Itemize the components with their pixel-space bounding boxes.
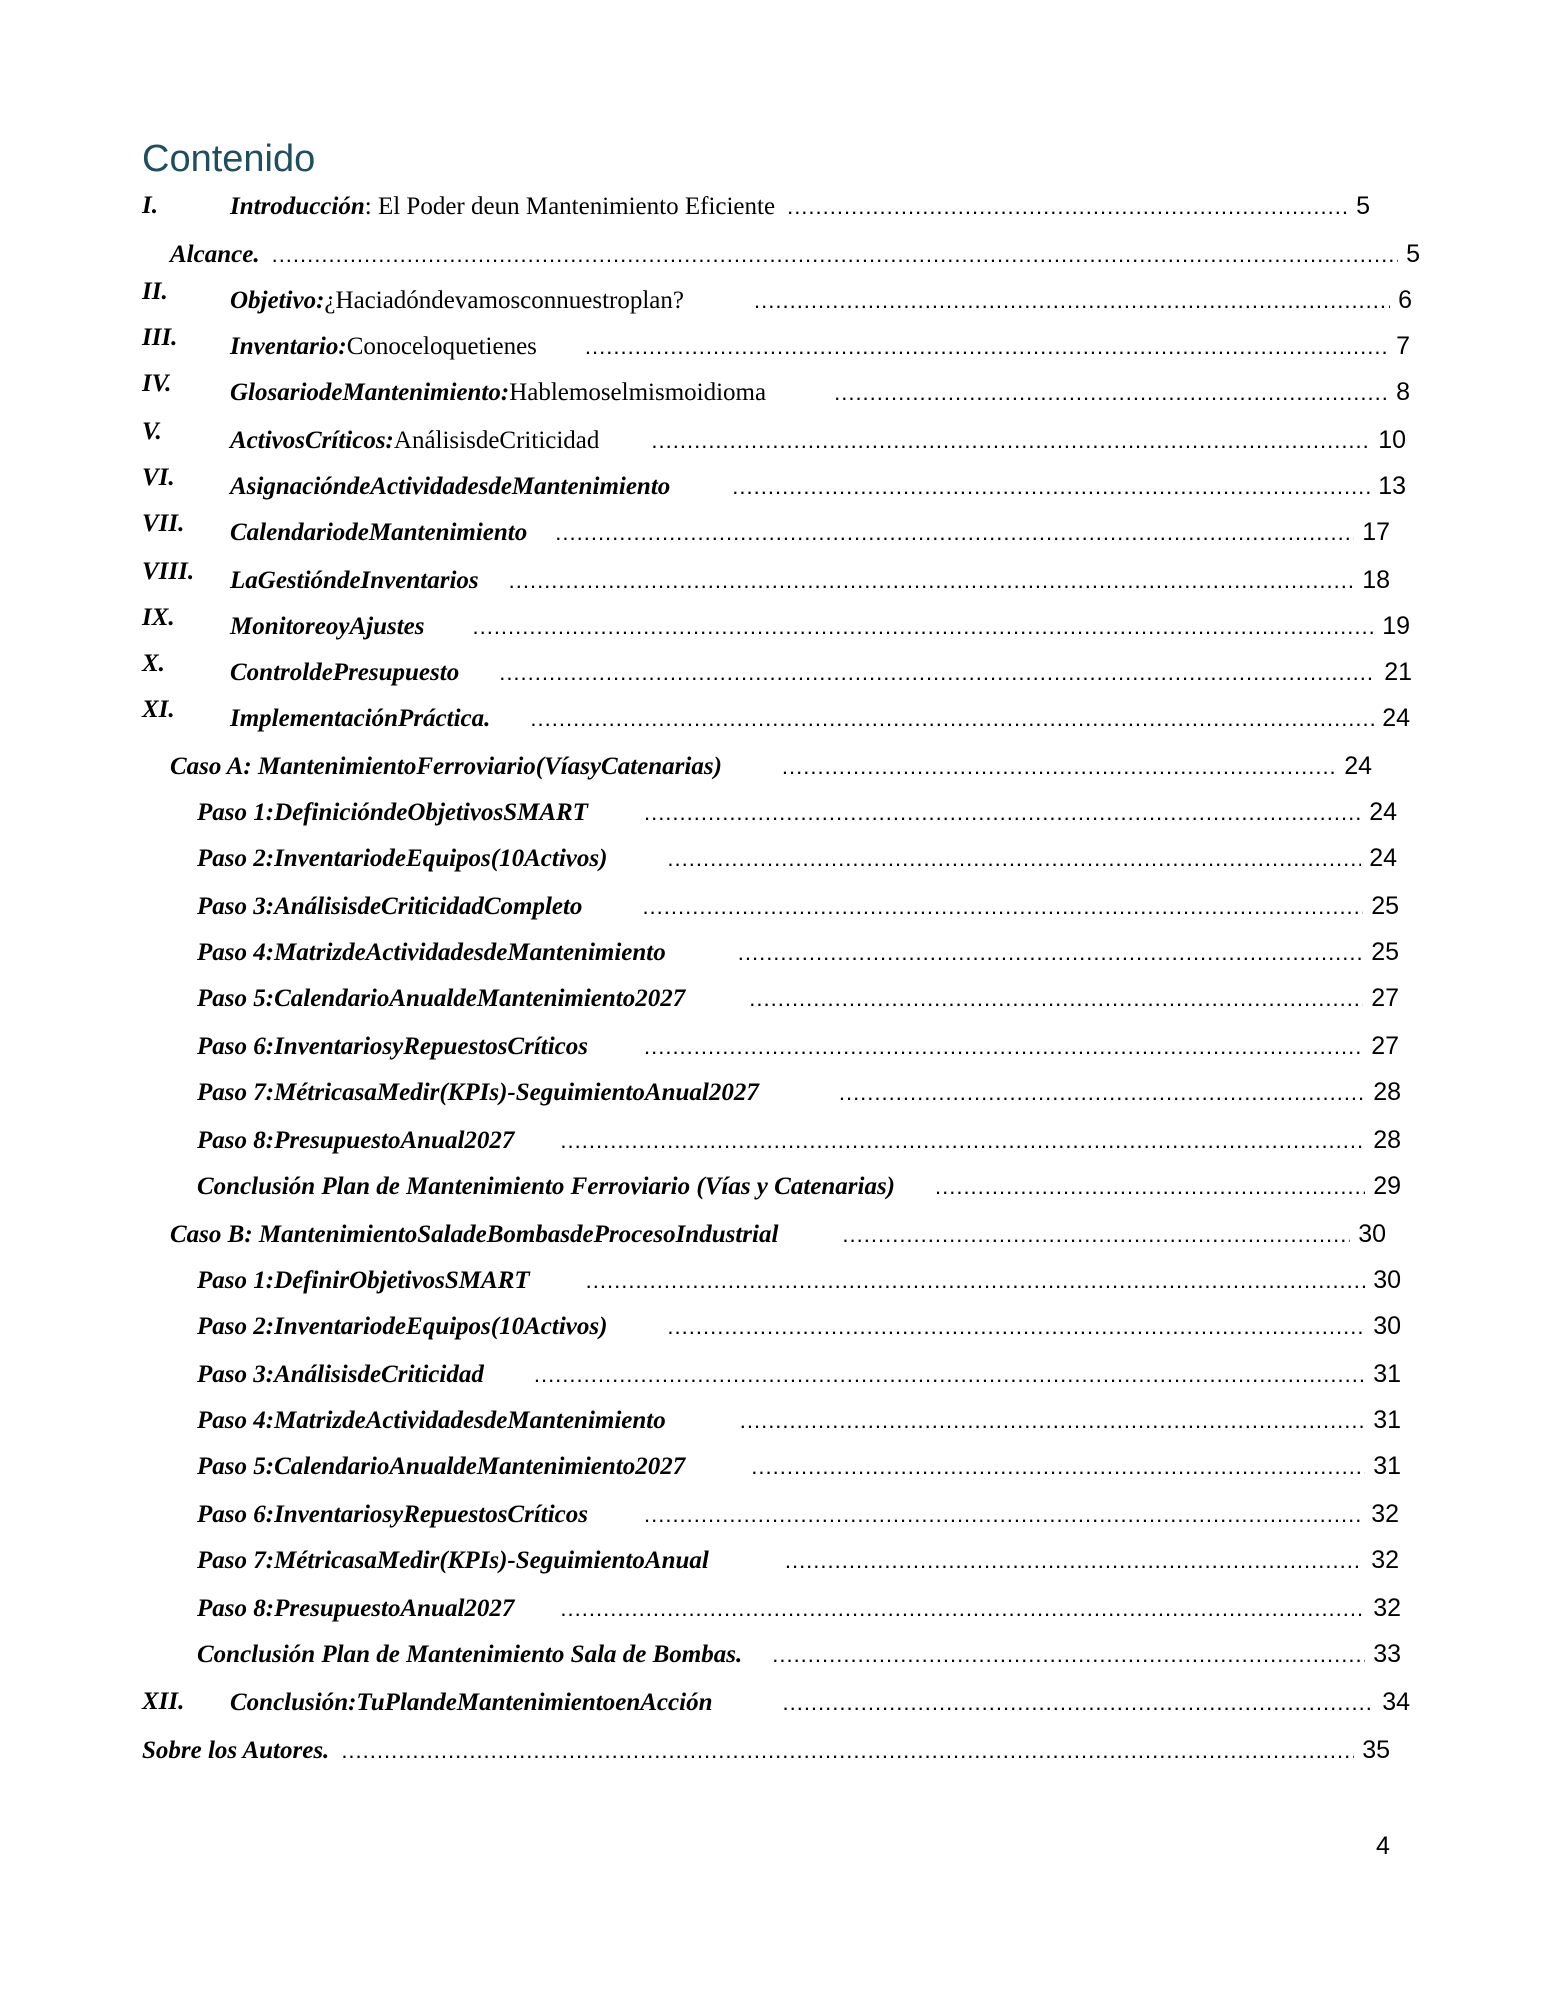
toc-entry[interactable] — [142, 418, 1422, 460]
toc-entry-page: 21 — [1384, 658, 1412, 686]
toc-entry-title: LaGestióndeInventarios — [230, 567, 479, 594]
toc-entry-title: Paso 7:MétricasaMedir(KPIs)-SeguimientoAnual — [197, 1547, 709, 1574]
toc-entry-page: 7 — [1396, 332, 1410, 360]
toc-entry-number: XI. — [142, 696, 175, 723]
toc-leader-dots — [740, 1408, 1365, 1434]
toc-entry-number: XII. — [142, 1688, 185, 1715]
toc-entry[interactable] — [197, 1172, 1417, 1206]
toc-entry[interactable] — [142, 650, 1422, 692]
toc-entry-title: AsignacióndeActividadesdeMantenimiento — [230, 473, 671, 500]
toc-leader-dots — [787, 194, 1348, 220]
toc-entry-title: Alcance. — [170, 241, 260, 268]
toc-leader-dots — [560, 1128, 1365, 1154]
toc-leader-dots — [555, 520, 1354, 546]
toc-entry-number: V. — [142, 418, 162, 445]
toc-leader-dots — [642, 894, 1363, 920]
toc-entry-title: Introducción — [230, 193, 365, 220]
toc-entry-title: ImplementaciónPráctica. — [230, 705, 491, 732]
toc-entry-title: Paso 1:DefinicióndeObjetivosSMART — [197, 799, 588, 826]
toc-entry[interactable] — [197, 844, 1417, 878]
toc-entry-page: 5 — [1356, 192, 1370, 220]
toc-entry-title: Paso 4:MatrizdeActividadesdeMantenimiento — [197, 1407, 666, 1434]
toc-entry-number: X. — [142, 650, 165, 677]
toc-entry-title: Paso 6:InventariosyRepuestosCríticos — [197, 1033, 588, 1060]
toc-entry[interactable] — [197, 1032, 1417, 1066]
toc-entry-page: 28 — [1373, 1078, 1401, 1106]
toc-entry[interactable] — [197, 1126, 1417, 1160]
toc-leader-dots — [341, 1738, 1354, 1764]
toc-entry-page: 32 — [1371, 1500, 1399, 1528]
toc-leader-dots — [472, 614, 1374, 640]
toc-leader-dots — [842, 1222, 1350, 1248]
toc-entry-number: IX. — [142, 604, 175, 631]
toc-entry[interactable] — [197, 1640, 1417, 1674]
toc-leader-dots — [738, 940, 1363, 966]
toc-entry-page: 31 — [1373, 1360, 1401, 1388]
toc-leader-dots — [782, 754, 1336, 780]
toc-entry-title: Paso 2:InventariodeEquipos(10Activos) — [197, 1313, 608, 1340]
toc-entry-title: Objetivo: — [230, 287, 325, 314]
toc-entry[interactable] — [142, 696, 1422, 738]
toc-entry-page: 10 — [1378, 426, 1406, 454]
toc-entry[interactable] — [197, 1500, 1417, 1534]
toc-entry[interactable] — [142, 464, 1422, 506]
toc-entry[interactable] — [197, 798, 1417, 832]
toc-entry-title: Conclusión Plan de Mantenimiento Ferroviario (Vías y Catenarias) — [197, 1173, 895, 1200]
toc-entry[interactable] — [197, 938, 1417, 972]
toc-leader-dots — [586, 1268, 1366, 1294]
toc-leader-dots — [667, 1314, 1365, 1340]
toc-entry-number: IV. — [142, 370, 172, 397]
toc-entry-page: 28 — [1373, 1126, 1401, 1154]
toc-leader-dots — [834, 380, 1388, 406]
toc-entry[interactable] — [170, 752, 1420, 786]
toc-entry-number: VIII. — [142, 558, 195, 585]
toc-entry-title: CalendariodeMantenimiento — [230, 519, 528, 546]
toc-entry-page: 18 — [1362, 566, 1390, 594]
toc-entry[interactable] — [197, 1266, 1417, 1300]
toc-entry-title: MonitoreoyAjustes — [230, 613, 425, 640]
toc-entry-page: 32 — [1373, 1594, 1401, 1622]
toc-entry[interactable] — [142, 192, 1402, 226]
toc-entry[interactable] — [197, 984, 1417, 1018]
toc-entry-subtitle: AnálisisdeCriticidad — [393, 427, 600, 454]
page-title: Contenido — [142, 138, 316, 180]
toc-entry-title: Paso 5:CalendarioAnualdeMantenimiento2027 — [197, 1453, 686, 1480]
toc-entry[interactable] — [197, 1312, 1417, 1346]
toc-leader-dots — [644, 1502, 1363, 1528]
toc-entry-page: 6 — [1398, 286, 1412, 314]
toc-entry-page: 24 — [1344, 752, 1372, 780]
toc-entry-title: ActivosCríticos: — [230, 427, 394, 454]
toc-leader-dots — [839, 1080, 1365, 1106]
toc-entry-page: 13 — [1378, 472, 1406, 500]
toc-entry-page: 29 — [1373, 1172, 1401, 1200]
toc-entry[interactable] — [142, 370, 1422, 412]
toc-leader-dots — [644, 1034, 1363, 1060]
toc-entry[interactable] — [170, 1220, 1420, 1254]
toc-leader-dots — [935, 1174, 1365, 1200]
toc-leader-dots — [499, 660, 1376, 686]
page-number: 4 — [1376, 1832, 1390, 1860]
toc-entry-page: 31 — [1373, 1406, 1401, 1434]
toc-entry-page: 17 — [1362, 518, 1390, 546]
toc-entry[interactable] — [142, 510, 1422, 552]
toc-entry-page: 27 — [1371, 1032, 1399, 1060]
toc-entry-page: 30 — [1373, 1312, 1401, 1340]
toc-entry[interactable] — [197, 1594, 1417, 1628]
toc-entry-page: 25 — [1371, 938, 1399, 966]
toc-entry-page: 30 — [1358, 1220, 1386, 1248]
toc-entry-title: Caso B: MantenimientoSaladeBombasdeProcesoIndustrial — [170, 1221, 779, 1248]
toc-entry-number: II. — [142, 278, 168, 305]
toc-entry-title: Paso 7:MétricasaMedir(KPIs)-SeguimientoAnual2027 — [197, 1079, 759, 1106]
toc-entry-page: 34 — [1382, 1688, 1410, 1716]
toc-leader-dots — [560, 1596, 1365, 1622]
toc-entry-title: Sobre los Autores. — [142, 1737, 330, 1764]
toc-leader-dots — [751, 1454, 1365, 1480]
toc-entry-title: Conclusión Plan de Mantenimiento Sala de Bombas. — [197, 1641, 743, 1668]
toc-leader-dots — [651, 428, 1370, 454]
toc-leader-dots — [585, 334, 1388, 360]
toc-leader-dots — [782, 1690, 1374, 1716]
toc-entry[interactable] — [197, 892, 1417, 926]
toc-entry[interactable] — [197, 1546, 1417, 1580]
toc-entry-title: Paso 3:AnálisisdeCriticidad — [197, 1361, 484, 1388]
toc-leader-dots — [644, 800, 1361, 826]
toc-entry[interactable] — [197, 1406, 1417, 1440]
toc-entry-page: 24 — [1369, 798, 1397, 826]
toc-entry-subtitle: Hablemoselmismoidioma — [509, 379, 767, 406]
toc-entry[interactable] — [142, 558, 1422, 600]
toc-entry-page: 24 — [1382, 704, 1410, 732]
toc-entry-title: Paso 8:PresupuestoAnual2027 — [197, 1595, 515, 1622]
toc-entry-page: 27 — [1371, 984, 1399, 1012]
toc-entry-page: 8 — [1396, 378, 1410, 406]
toc-entry-title: Paso 6:InventariosyRepuestosCríticos — [197, 1501, 588, 1528]
toc-entry[interactable] — [197, 1452, 1417, 1486]
toc-entry-page: 32 — [1371, 1546, 1399, 1574]
toc-entry[interactable] — [142, 1736, 1402, 1770]
toc-leader-dots — [272, 242, 1399, 268]
toc-entry-page: 5 — [1406, 240, 1420, 268]
toc-entry-page: 25 — [1371, 892, 1399, 920]
toc-entry-page: 31 — [1373, 1452, 1401, 1480]
toc-entry-subtitle: Conoceloquetienes — [346, 333, 537, 360]
toc-entry-subtitle: : El Poder deun Mantenimiento Eficiente — [364, 193, 776, 220]
toc-entry-title: Paso 3:AnálisisdeCriticidadCompleto — [197, 893, 583, 920]
toc-leader-dots — [530, 706, 1374, 732]
toc-entry-title: Paso 4:MatrizdeActividadesdeMantenimiento — [197, 939, 666, 966]
toc-entry-title: ControldePresupuesto — [230, 659, 460, 686]
toc-leader-dots — [749, 986, 1363, 1012]
toc-entry-title: GlosariodeMantenimiento: — [230, 379, 510, 406]
toc-leader-dots — [534, 1362, 1365, 1388]
toc-entry-page: 19 — [1382, 612, 1410, 640]
toc-leader-dots — [785, 1548, 1363, 1574]
toc-entry-title: Paso 8:PresupuestoAnual2027 — [197, 1127, 515, 1154]
toc-entry-title: Conclusión:TuPlandeMantenimientoenAcción — [230, 1689, 713, 1716]
toc-entry-page: 35 — [1362, 1736, 1390, 1764]
toc-entry-title: Paso 2:InventariodeEquipos(10Activos) — [197, 845, 608, 872]
toc-leader-dots — [772, 1642, 1365, 1668]
toc-entry[interactable] — [197, 1360, 1417, 1394]
toc-entry-number: III. — [142, 324, 178, 351]
toc-entry[interactable] — [170, 240, 1420, 274]
toc-entry-subtitle: ¿Haciadóndevamosconnuestroplan? — [324, 287, 685, 314]
toc-leader-dots — [732, 474, 1370, 500]
toc-leader-dots — [754, 288, 1390, 314]
toc-entry-title: Inventario: — [230, 333, 347, 360]
toc-entry-page: 24 — [1369, 844, 1397, 872]
toc-entry-title: Caso A: MantenimientoFerroviario(VíasyCatenarias) — [170, 753, 722, 780]
toc-entry[interactable] — [142, 1688, 1422, 1722]
toc-entry-number: VI. — [142, 464, 175, 491]
toc-entry[interactable] — [197, 1078, 1417, 1112]
toc-entry-title: Paso 1:DefinirObjetivosSMART — [197, 1267, 530, 1294]
toc-entry-page: 30 — [1373, 1266, 1401, 1294]
toc-entry[interactable] — [142, 324, 1422, 366]
toc-entry-title: Paso 5:CalendarioAnualdeMantenimiento2027 — [197, 985, 686, 1012]
toc-entry[interactable] — [142, 604, 1422, 646]
toc-leader-dots — [509, 568, 1355, 594]
toc-entry-number: I. — [142, 192, 158, 219]
toc-entry-number: VII. — [142, 510, 185, 537]
toc-entry-page: 33 — [1373, 1640, 1401, 1668]
toc-entry[interactable] — [142, 278, 1422, 320]
toc-leader-dots — [667, 846, 1361, 872]
